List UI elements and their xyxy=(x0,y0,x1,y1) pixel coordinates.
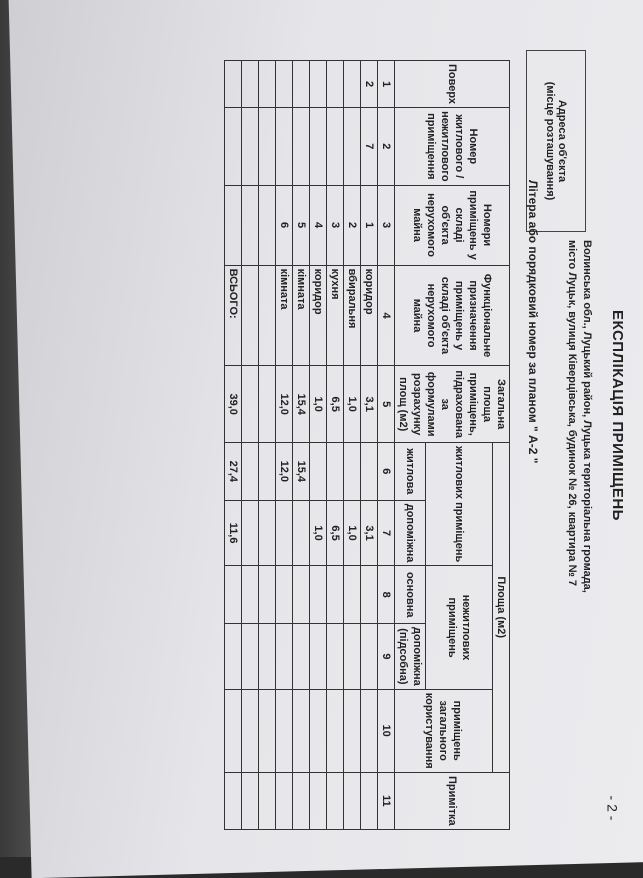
document-page xyxy=(80,40,640,840)
header-living: житлова xyxy=(395,442,426,500)
column-number: 10 xyxy=(378,689,395,772)
explication-table xyxy=(224,60,510,830)
cell-empty xyxy=(225,108,242,185)
total-label: ВСЬОГО: xyxy=(225,265,242,366)
cell-function: кухня xyxy=(327,265,344,366)
cell-empty xyxy=(310,772,327,829)
cell-empty xyxy=(225,566,242,624)
cell-unit xyxy=(344,108,361,185)
cell-auxiliary: 6,5 xyxy=(327,500,344,566)
column-number: 3 xyxy=(378,185,395,265)
table-row-empty xyxy=(242,61,259,830)
table-row xyxy=(361,61,378,830)
cell-empty xyxy=(259,185,276,265)
total-auxiliary: 11,6 xyxy=(225,500,242,566)
column-number: 1 xyxy=(378,61,395,108)
cell-floor: 2 xyxy=(361,61,378,108)
cell-empty xyxy=(293,624,310,690)
cell-empty xyxy=(344,566,361,624)
cell-auxiliary xyxy=(276,500,293,566)
total-living: 27,4 xyxy=(225,442,242,500)
cell-empty xyxy=(225,624,242,690)
cell-function: кімната xyxy=(276,265,293,366)
cell-empty xyxy=(276,624,293,690)
cell-empty xyxy=(242,689,259,772)
cell-total: 1,0 xyxy=(344,366,361,442)
cell-empty xyxy=(344,689,361,772)
cell-total: 6,5 xyxy=(327,366,344,442)
total-row xyxy=(225,61,242,830)
cell-empty xyxy=(259,366,276,442)
column-number: 8 xyxy=(378,566,395,624)
cell-empty xyxy=(293,566,310,624)
cell-empty xyxy=(242,366,259,442)
cell-floor xyxy=(344,61,361,108)
cell-empty xyxy=(276,772,293,829)
column-number: 5 xyxy=(378,366,395,442)
header-nonresidential-group: нежитлових приміщень xyxy=(426,566,493,689)
cell-empty xyxy=(242,500,259,566)
cell-living: 15,4 xyxy=(293,442,310,500)
table-row xyxy=(276,61,293,830)
cell-empty xyxy=(225,185,242,265)
cell-room: 6 xyxy=(276,185,293,265)
cell-empty xyxy=(276,689,293,772)
header-auxiliary: допоміжна xyxy=(395,500,426,566)
column-number: 7 xyxy=(378,500,395,566)
cell-empty xyxy=(242,185,259,265)
cell-empty xyxy=(242,265,259,366)
cell-empty xyxy=(225,61,242,108)
cell-empty xyxy=(225,772,242,829)
cell-empty xyxy=(242,566,259,624)
cell-empty xyxy=(293,689,310,772)
cell-empty xyxy=(259,61,276,108)
cell-empty xyxy=(361,624,378,690)
column-number: 2 xyxy=(378,108,395,185)
address-label: Адреса об'єкта xyxy=(556,99,568,183)
cell-room: 1 xyxy=(361,185,378,265)
cell-empty xyxy=(361,689,378,772)
cell-living xyxy=(344,442,361,500)
header-residential-group: житлових приміщень xyxy=(426,442,493,566)
cell-empty xyxy=(259,624,276,690)
cell-empty xyxy=(327,566,344,624)
header-unit: Номер житлового / нежитлового приміщення xyxy=(395,108,510,185)
address-sublabel: (місце розташування) xyxy=(544,81,556,201)
cell-floor xyxy=(293,61,310,108)
table-row xyxy=(327,61,344,830)
cell-function: коридор xyxy=(361,265,378,366)
cell-empty xyxy=(276,566,293,624)
cell-total: 15,4 xyxy=(293,366,310,442)
page-number: - 2 - xyxy=(604,795,621,821)
cell-unit xyxy=(293,108,310,185)
header-rooms: Номери приміщень у складі об'єкта нерухомого майна xyxy=(395,185,510,265)
cell-living xyxy=(310,442,327,500)
total-area: 39,0 xyxy=(225,366,242,442)
header-main: основна xyxy=(395,566,426,624)
cell-empty xyxy=(327,689,344,772)
header-common: приміщень загального користування xyxy=(395,689,493,772)
cell-function: кімната xyxy=(293,265,310,366)
cell-empty xyxy=(259,772,276,829)
column-number: 11 xyxy=(378,772,395,829)
header-total-area: Загальна площа приміщень, підрахована за формулами розрахунку площ (м2) xyxy=(395,366,510,442)
cell-floor xyxy=(310,61,327,108)
cell-unit xyxy=(310,108,327,185)
cell-unit xyxy=(276,108,293,185)
header-area-group: Площа (м2) xyxy=(493,442,510,772)
table-row xyxy=(293,61,310,830)
cell-empty xyxy=(310,689,327,772)
cell-unit xyxy=(327,108,344,185)
header-function: Функціональне призначення приміщень у складі об'єкта нерухомого майна xyxy=(395,265,510,366)
cell-empty xyxy=(327,624,344,690)
litera-line: Літера або порядковий номер за планом " А-2 " xyxy=(526,180,540,464)
column-number: 6 xyxy=(378,442,395,500)
cell-empty xyxy=(259,442,276,500)
cell-unit: 7 xyxy=(361,108,378,185)
cell-empty xyxy=(242,108,259,185)
cell-auxiliary: 1,0 xyxy=(310,500,327,566)
document-title: ЕКСПЛІКАЦІЯ ПРИМІЩЕНЬ xyxy=(609,310,626,521)
cell-auxiliary xyxy=(293,500,310,566)
cell-function: коридор xyxy=(310,265,327,366)
table-row-empty xyxy=(259,61,276,830)
column-number: 4 xyxy=(378,265,395,366)
cell-total: 12,0 xyxy=(276,366,293,442)
table-body xyxy=(225,61,378,830)
cell-empty xyxy=(259,689,276,772)
header-aux-utility: допоміжна (підсобна) xyxy=(395,624,426,690)
address-line-2: місто Луцьк, вулиця Ківерцівська, будинок № 26, квартира № 7 xyxy=(566,240,578,587)
cell-auxiliary: 1,0 xyxy=(344,500,361,566)
cell-empty xyxy=(327,772,344,829)
cell-empty xyxy=(242,624,259,690)
cell-empty xyxy=(225,689,242,772)
cell-empty xyxy=(310,624,327,690)
cell-empty xyxy=(259,566,276,624)
cell-empty xyxy=(242,442,259,500)
cell-room: 3 xyxy=(327,185,344,265)
header-note: Примітка xyxy=(395,772,510,829)
cell-empty xyxy=(242,772,259,829)
cell-auxiliary: 3,1 xyxy=(361,500,378,566)
address-value xyxy=(564,240,594,810)
cell-living: 12,0 xyxy=(276,442,293,500)
table-row xyxy=(344,61,361,830)
cell-empty xyxy=(293,772,310,829)
header-floor: Поверх xyxy=(395,61,510,108)
cell-room: 5 xyxy=(293,185,310,265)
cell-room: 4 xyxy=(310,185,327,265)
cell-total: 1,0 xyxy=(310,366,327,442)
column-numbers-row xyxy=(378,61,395,830)
cell-living xyxy=(327,442,344,500)
cell-total: 3,1 xyxy=(361,366,378,442)
cell-empty xyxy=(361,566,378,624)
cell-empty xyxy=(259,500,276,566)
cell-empty xyxy=(361,772,378,829)
cell-empty xyxy=(310,566,327,624)
cell-floor xyxy=(276,61,293,108)
cell-function: вбиральня xyxy=(344,265,361,366)
cell-empty xyxy=(242,61,259,108)
cell-empty xyxy=(344,772,361,829)
column-number: 9 xyxy=(378,624,395,690)
address-line-1: Волинська обл., Луцький район, Луцька територіальна громада, xyxy=(581,240,593,593)
cell-empty xyxy=(259,108,276,185)
cell-empty xyxy=(344,624,361,690)
cell-floor xyxy=(327,61,344,108)
table-row xyxy=(310,61,327,830)
cell-room: 2 xyxy=(344,185,361,265)
cell-empty xyxy=(259,265,276,366)
cell-living xyxy=(361,442,378,500)
